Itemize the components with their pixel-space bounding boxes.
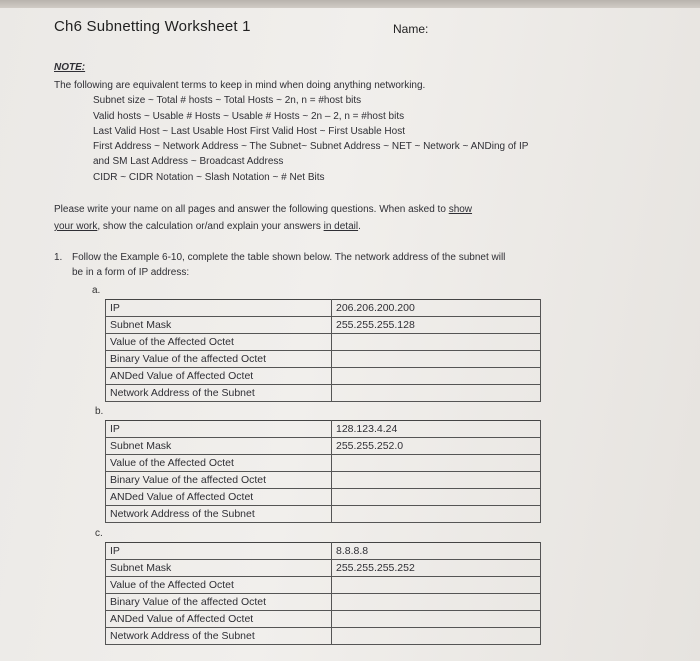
table-row: ANDed Value of Affected Octet (106, 489, 541, 506)
question-text: Follow the Example 6-10, complete the table shown below. The network address of the subnet will (72, 252, 506, 263)
table-row: Network Address of the Subnet (106, 628, 541, 645)
question-number: 1. (54, 252, 63, 263)
in-detail-text: in detail (323, 221, 359, 232)
note-line: Last Valid Host ~ Last Usable Host First Valid Host ~ First Usable Host (93, 125, 405, 137)
answer-cell[interactable] (332, 489, 541, 506)
table-row: Value of the Affected Octet (106, 455, 541, 472)
question-1 (54, 250, 505, 280)
note-line: CIDR ~ CIDR Notation ~ Slash Notation ~ # Net Bits (93, 171, 325, 183)
answer-cell[interactable]: 255.255.252.0 (332, 438, 541, 455)
answer-cell[interactable] (332, 351, 541, 368)
answer-cell[interactable] (332, 594, 541, 611)
part-label-a: a. (92, 285, 101, 296)
name-label: Name: (393, 22, 429, 36)
subnet-table-c (105, 542, 541, 645)
table-row: Binary Value of the affected Octet (106, 594, 541, 611)
answer-cell[interactable] (332, 368, 541, 385)
table-row: IP 8.8.8.8 (106, 543, 541, 560)
note-line: Valid hosts ~ Usable # Hosts ~ Usable # Hosts ~ 2n – 2, n = #host bits (93, 110, 405, 122)
table-row: Value of the Affected Octet (106, 334, 541, 351)
your-work-text: your work (54, 221, 98, 232)
answer-cell[interactable] (332, 577, 541, 594)
subnet-table-b (105, 420, 541, 523)
answer-cell[interactable] (332, 472, 541, 489)
worksheet-page (0, 8, 700, 661)
answer-cell[interactable]: 128.123.4.24 (332, 421, 541, 438)
note-line: Subnet size ~ Total # hosts ~ Total Hosts ~ 2n, n = #host bits (93, 95, 362, 107)
page-title: Ch6 Subnetting Worksheet 1 (54, 18, 251, 35)
subnet-table-a (105, 299, 541, 402)
answer-cell[interactable]: 8.8.8.8 (332, 543, 541, 560)
show-link-text: show (448, 204, 473, 215)
answer-cell[interactable] (332, 611, 541, 628)
answer-cell[interactable] (332, 385, 541, 402)
table-row: Network Address of the Subnet (106, 385, 541, 402)
table-row: IP 206.206.200.200 (106, 300, 541, 317)
table-row: Subnet Mask 255.255.255.252 (106, 560, 541, 577)
answer-cell[interactable]: 255.255.255.128 (332, 317, 541, 334)
answer-cell[interactable]: 206.206.200.200 (332, 300, 541, 317)
note-intro: The following are equivalent terms to keep in mind when doing anything networking. (54, 80, 426, 91)
table-row: Subnet Mask 255.255.252.0 (106, 438, 541, 455)
answer-cell[interactable]: 255.255.255.252 (332, 560, 541, 577)
part-label-c: c. (95, 528, 103, 539)
note-line: and SM Last Address ~ Broadcast Address (93, 156, 284, 168)
table-row: IP 128.123.4.24 (106, 421, 541, 438)
question-text-cont: be in a form of IP address: (72, 267, 190, 278)
part-label-b: b. (95, 406, 104, 417)
table-row: ANDed Value of Affected Octet (106, 611, 541, 628)
table-row: Binary Value of the affected Octet (106, 351, 541, 368)
table-row: Binary Value of the affected Octet (106, 472, 541, 489)
table-row: Network Address of the Subnet (106, 506, 541, 523)
table-row: Value of the Affected Octet (106, 577, 541, 594)
note-heading: NOTE: (54, 62, 86, 73)
answer-cell[interactable] (332, 455, 541, 472)
answer-cell[interactable] (332, 628, 541, 645)
answer-cell[interactable] (332, 506, 541, 523)
note-block (54, 78, 528, 185)
table-row: ANDed Value of Affected Octet (106, 368, 541, 385)
answer-cell[interactable] (332, 334, 541, 351)
table-row: Subnet Mask 255.255.255.128 (106, 317, 541, 334)
note-line: First Address ~ Network Address ~ The Subnet~ Subnet Address ~ NET ~ Network ~ ANDing of IP (93, 141, 529, 153)
instructions: Please write your name on all pages and answer the following questions. When asked to show your work, show the calculation or/and explain your answers in detail. (54, 204, 473, 232)
